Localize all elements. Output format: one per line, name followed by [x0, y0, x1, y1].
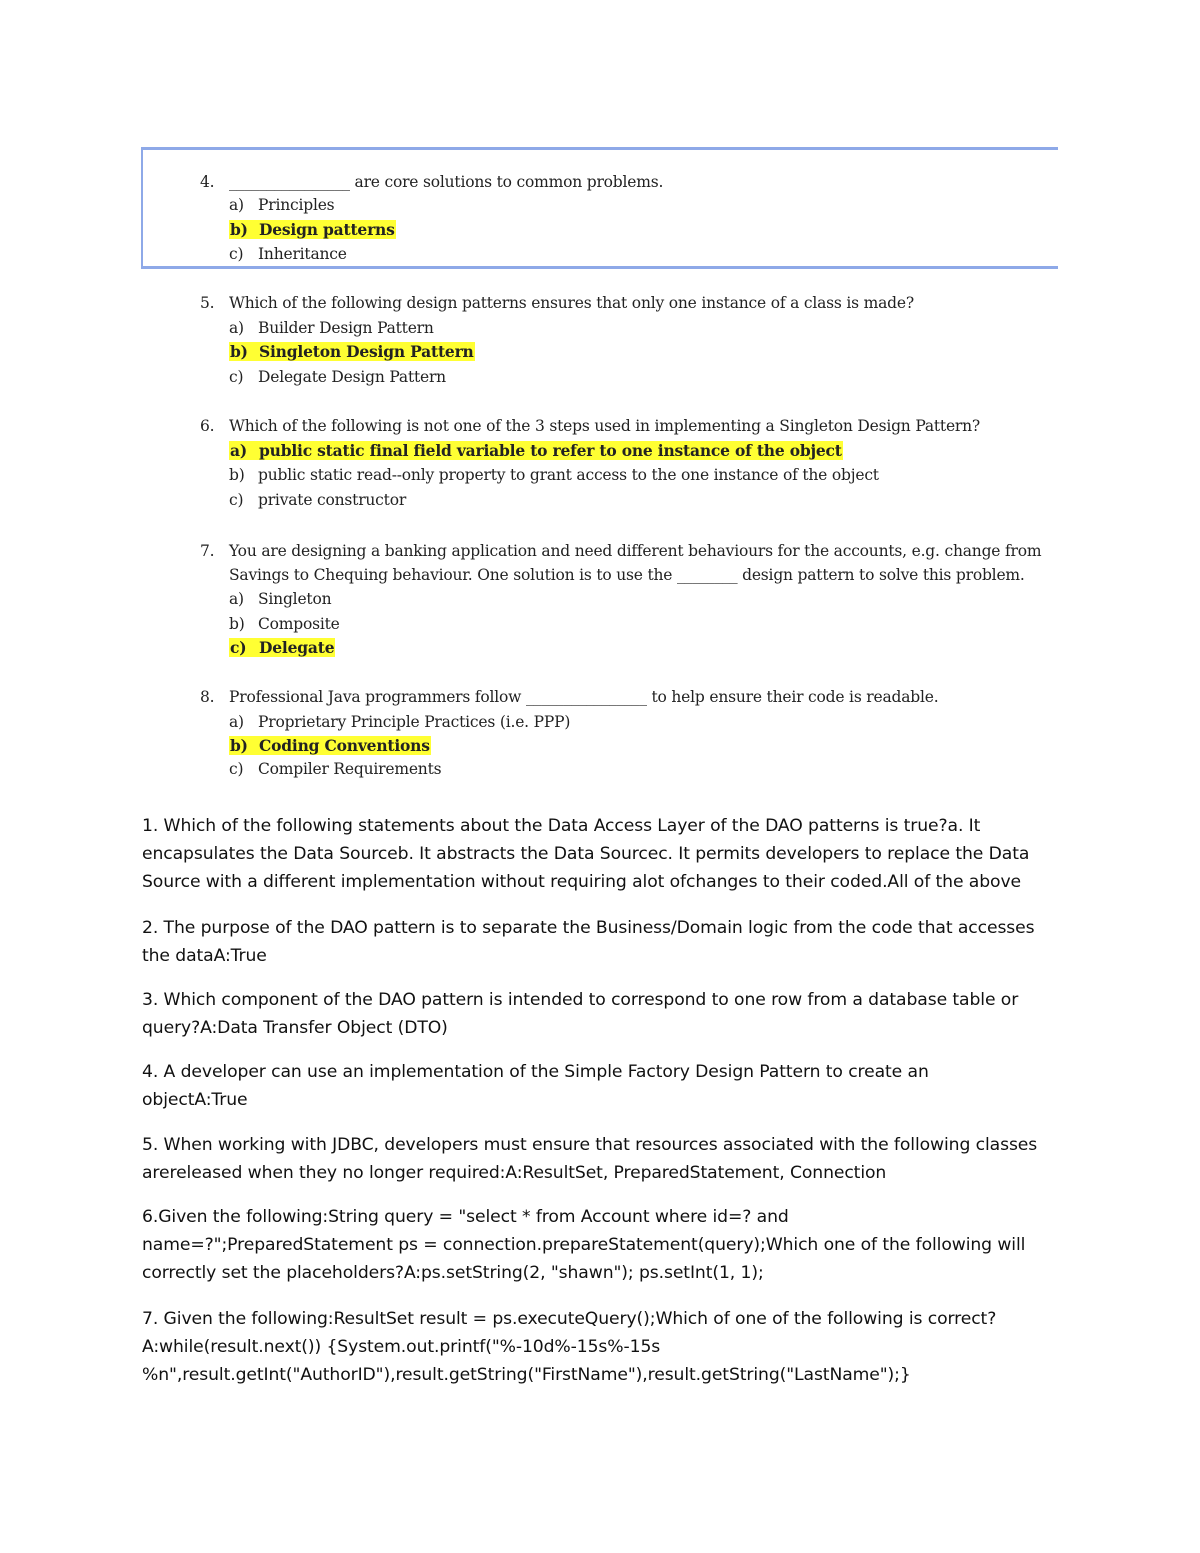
option-b-answer: b) Coding Conventions — [230, 736, 430, 755]
note-7: 7. Given the following:ResultSet result = ps.executeQuery();Which of one of the following is correct? A:while(result.next()) {System.out.printf("%-10d%-15s%-15s %n",result.getInt("AuthorID"),result.getString("FirstName"),result.getString("LastName");} — [142, 1309, 997, 1385]
option-a: a) Proprietary Principle Practices (i.e. PPP) — [229, 713, 571, 731]
option-a: a) Singleton — [229, 590, 332, 608]
question-text: Which of the following design patterns ensures that only one instance of a class is made? — [229, 294, 914, 312]
note-4: 4. A developer can use an implementation of the Simple Factory Design Pattern to create an objectA:True — [142, 1062, 929, 1110]
question-text: Which of the following is not one of the 3 steps used in implementing a Singleton Design Pattern? — [229, 417, 981, 435]
option-c: c) Delegate Design Pattern — [229, 368, 446, 386]
note-1: 1. Which of the following statements about the Data Access Layer of the DAO patterns is true?a. It encapsulates the Data Sourceb. It abstracts the Data Sourcec. It permits developers to replace the Data Source with a different implementation without requiring alot ofchanges to their coded.All of the above — [142, 816, 1030, 892]
note-5: 5. When working with JDBC, developers must ensure that resources associated with the following classes arereleased when they no longer required:A:ResultSet, PreparedStatement, Connection — [142, 1135, 1038, 1183]
question-number: 8. — [200, 688, 215, 706]
option-c: c) private constructor — [229, 491, 407, 509]
note-2: 2. The purpose of the DAO pattern is to separate the Business/Domain logic from the code that accesses the dataA:True — [142, 918, 1035, 966]
question-number: 5. — [200, 294, 215, 312]
option-c-answer: c) Delegate — [230, 638, 335, 657]
question-text: You are designing a banking application and need different behaviours for the accounts, e.g. change from — [229, 542, 1042, 560]
bottom-divider — [142, 266, 1058, 269]
note-6: 6.Given the following:String query = "select * from Account where id=? and name=?";PreparedStatement ps = connection.prepareStatement(query);Which one of the following will correctly set the placeholders?A:ps.setString(2, "shawn"); ps.setInt(1, 1); — [142, 1207, 1026, 1283]
option-a-answer: a) public static final field variable to refer to one instance of the object — [230, 441, 842, 460]
option-c: c) Compiler Requirements — [229, 760, 442, 778]
option-a: a) Builder Design Pattern — [229, 319, 434, 337]
left-divider — [141, 147, 143, 269]
option-c: c) Inheritance — [229, 245, 347, 263]
question-text: Professional Java programmers follow ________________ to help ensure their code is readable. — [229, 688, 939, 706]
question-text: ________________ are core solutions to common problems. — [229, 173, 664, 191]
option-b-answer: b) Singleton Design Pattern — [230, 342, 474, 361]
question-number: 6. — [200, 417, 215, 435]
top-divider — [142, 147, 1058, 150]
option-b-answer: b) Design patterns — [230, 220, 395, 239]
option-b: b) Composite — [229, 615, 340, 633]
question-text-continued: Savings to Chequing behaviour. One solution is to use the ________ design pattern to solve this problem. — [229, 566, 1025, 584]
question-number: 4. — [200, 173, 215, 191]
option-b: b) public static read--only property to grant access to the one instance of the object — [229, 466, 879, 484]
option-a: a) Principles — [229, 196, 335, 214]
note-3: 3. Which component of the DAO pattern is intended to correspond to one row from a database table or query?A:Data Transfer Object (DTO) — [142, 990, 1019, 1038]
question-number: 7. — [200, 542, 215, 560]
